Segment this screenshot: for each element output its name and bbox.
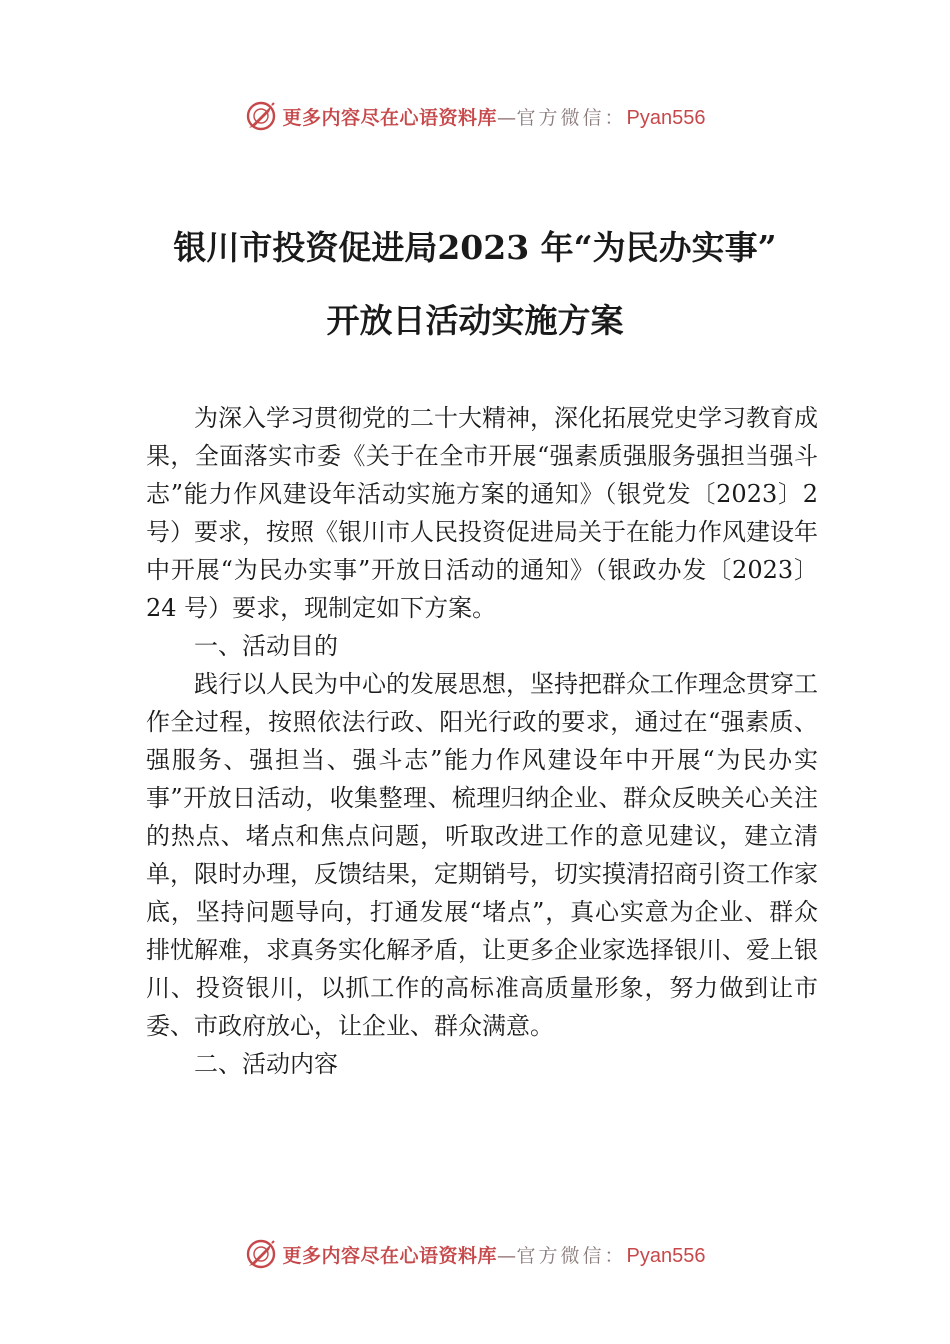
section-heading-1: 一、活动目的: [194, 632, 338, 660]
watermark-text: [283, 1241, 706, 1268]
quill-seal-icon: [245, 1238, 277, 1270]
document-title-line2: 开放日活动实施方案: [326, 301, 624, 340]
document-body: [146, 399, 818, 1083]
document-title-line1: 银川市投资促进局2023 年“为民办实事”: [173, 228, 777, 267]
header-watermark: [0, 96, 950, 136]
watermark-site-name: 更多内容尽在心语资料库: [282, 106, 498, 129]
quill-seal-icon: [245, 100, 277, 132]
footer-watermark: [0, 1234, 950, 1274]
watermark-wechat-id: Pyan556: [626, 1244, 706, 1267]
watermark-text: [283, 103, 706, 130]
section-heading-2: 二、活动内容: [194, 1050, 338, 1078]
intro-paragraph: 为深入学习贯彻党的二十大精神，深化拓展党史学习教育成果，全面落实市委《关于在全市开展“强素质强服务强担当强斗志”能力作风建设年活动实施方案的通知》（银党发〔2023〕2 号）要求，按照《银川市人民投资促进局关于在能力作风建设年中开展“为民办实事”开放日活动的通知》（银政办发〔2023〕24 号）要求，现制定如下方案。: [146, 404, 818, 622]
watermark-wechat-label: 官方微信：: [516, 1244, 627, 1267]
watermark-dash: —: [497, 106, 517, 129]
watermark-wechat-label: 官方微信：: [516, 106, 627, 129]
watermark-dash: —: [497, 1244, 517, 1267]
watermark-site-name: 更多内容尽在心语资料库: [282, 1244, 498, 1267]
purpose-paragraph: 践行以人民为中心的发展思想，坚持把群众工作理念贯穿工作全过程，按照依法行政、阳光行政的要求，通过在“强素质、强服务、强担当、强斗志”能力作风建设年中开展“为民办实事”开放日活动，收集整理、梳理归纳企业、群众反映关心关注的热点、堵点和焦点问题，听取改进工作的意见建议，建立清单，限时办理，反馈结果，定期销号，切实摸清招商引资工作家底，坚持问题导向，打通发展“堵点”，真心实意为企业、群众排忧解难，求真务实化解矛盾，让更多企业家选择银川、爱上银川、投资银川，以抓工作的高标准高质量形象，努力做到让市委、市政府放心，让企业、群众满意。: [146, 670, 818, 1040]
watermark-wechat-id: Pyan556: [626, 106, 706, 129]
